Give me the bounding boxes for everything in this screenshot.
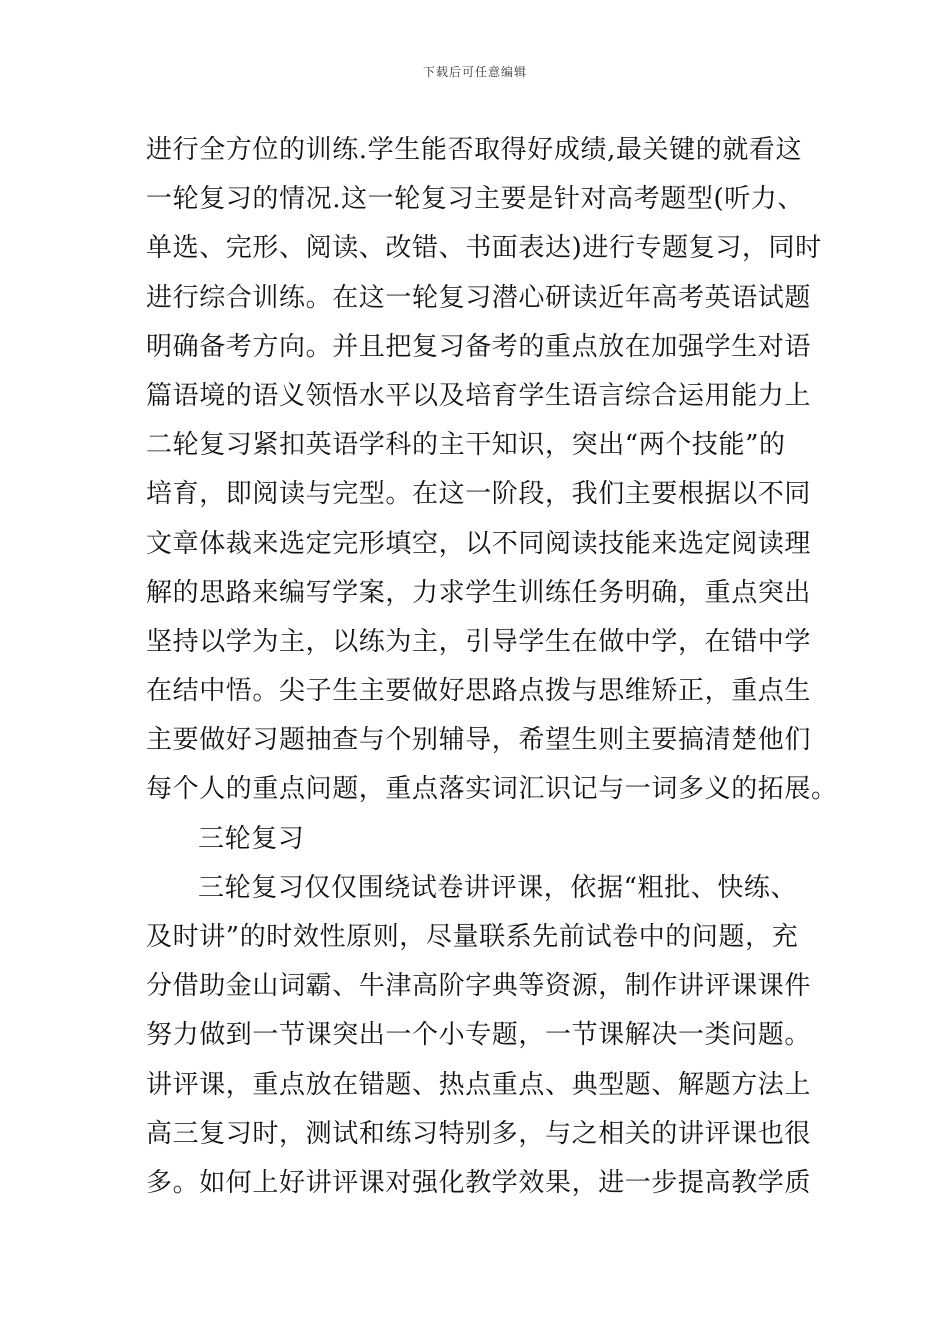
text-line: 坚持以学为主，以练为主，引导学生在做中学，在错中学 — [146, 626, 812, 657]
text-line: 多。如何上好讲评课对强化教学效果，进一步提高教学质 — [146, 1167, 812, 1198]
text-line: 努力做到一节课突出一个小专题，一节课解决一类问题。 — [146, 1020, 812, 1051]
section-heading: 三轮复习 — [198, 823, 305, 854]
text-line: 篇语境的语义领悟水平以及培育学生语言综合运用能力上 — [146, 380, 812, 411]
text-line: 二轮复习紧扣英语学科的主干知识，突出“两个技能”的 — [146, 430, 786, 461]
text-line: 及时讲”的时效性原则，尽量联系先前试卷中的问题，充 — [146, 922, 799, 952]
text-line: 解的思路来编写学案，力求学生训练任务明确，重点突出 — [146, 577, 812, 608]
text-line: 进行综合训练。在这一轮复习潜心研读近年高考英语试题 — [146, 282, 812, 313]
text-line: 文章体裁来选定完形填空，以不同阅读技能来选定阅读理 — [146, 528, 812, 559]
text-line: 三轮复习仅仅围绕试卷讲评课，依据“粗批、快练、 — [198, 872, 798, 903]
document-body — [146, 126, 838, 1208]
text-line: 进行全方位的训练.学生能否取得好成绩,最关键的就看这 — [146, 135, 803, 165]
text-line: 一轮复习的情况.这一轮复习主要是针对高考题型(听力、 — [146, 184, 805, 215]
text-line: 高三复习时，测试和练习特别多，与之相关的讲评课也很 — [146, 1118, 812, 1149]
text-line: 明确备考方向。并且把复习备考的重点放在加强学生对语 — [146, 331, 812, 362]
text-line: 讲评课，重点放在错题、热点重点、典型题、解题方法上 — [146, 1069, 812, 1100]
text-line: 主要做好习题抽查与个别辅导，希望生则主要搞清楚他们 — [146, 725, 812, 756]
text-line: 每个人的重点问题，重点落实词汇识记与一词多义的拓展。 — [146, 774, 838, 805]
text-line: 单选、完形、阅读、改错、书面表达)进行专题复习，同时 — [146, 233, 822, 264]
text-line: 分借助金山词霸、牛津高阶字典等资源，制作讲评课课件 — [146, 971, 812, 1002]
text-line: 在结中悟。尖子生主要做好思路点拨与思维矫正，重点生 — [146, 676, 812, 707]
text-line: 培育，即阅读与完型。在这一阶段，我们主要根据以不同 — [146, 479, 812, 510]
page-header: 下载后可任意编辑 — [422, 65, 527, 79]
